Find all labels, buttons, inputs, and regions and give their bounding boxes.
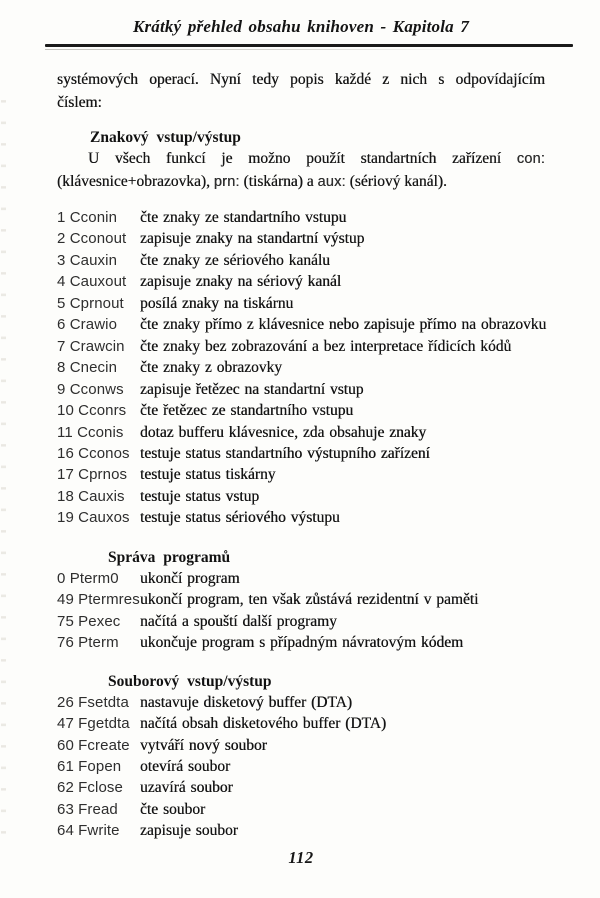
function-id <box>57 735 140 756</box>
function-id <box>57 357 140 378</box>
function-name: Cconin <box>69 209 118 226</box>
function-description: dotaz bufferu klávesnice, zda obsahuje znaky <box>140 423 427 441</box>
function-row <box>57 293 545 314</box>
function-description: otevírá soubor <box>140 757 231 775</box>
function-description: načítá a spouští další programy <box>140 612 337 630</box>
function-name: Crawio <box>69 316 118 334</box>
header-rule-thick-line <box>45 44 573 47</box>
function-description: čte znaky ze standartního vstupu <box>140 209 347 226</box>
function-row <box>57 589 545 610</box>
function-name: Cconws <box>69 380 124 398</box>
function-name: Cauxout <box>69 273 127 291</box>
function-number: 63 <box>57 800 74 818</box>
function-name: Fcreate <box>78 736 130 754</box>
intro-text: (klávesnice+obrazovka), <box>57 172 210 190</box>
function-description: uzavírá soubor <box>140 779 233 797</box>
function-row <box>57 314 545 335</box>
section-heading-program-management: Správa programů <box>108 548 231 566</box>
function-id <box>57 486 140 507</box>
function-id <box>57 713 140 734</box>
function-number: 16 <box>57 444 74 462</box>
function-name: Cconis <box>77 423 124 441</box>
function-number: 60 <box>57 736 74 754</box>
function-name: Fclose <box>78 779 123 797</box>
function-row <box>57 692 545 713</box>
device-name-prn: prn: <box>213 173 240 190</box>
lead-paragraph <box>57 69 545 114</box>
function-name: Pterm <box>78 634 119 652</box>
function-id <box>57 568 140 589</box>
function-row <box>57 443 545 464</box>
function-id <box>57 293 140 314</box>
function-row <box>57 568 545 589</box>
intro-text: (sériový kanál). <box>349 172 447 190</box>
function-number: 4 <box>57 273 66 291</box>
function-description: vytváří nový soubor <box>140 736 267 754</box>
function-number: 76 <box>57 634 74 652</box>
function-name: Cconout <box>69 230 127 248</box>
function-list-file-io <box>57 692 545 842</box>
section-intro-character-io <box>57 148 545 193</box>
function-list-program-management <box>57 568 545 654</box>
function-row <box>57 250 545 271</box>
intro-text: U všech funkcí je možno použít standartních zařízení <box>88 150 502 167</box>
function-row <box>57 464 545 485</box>
intro-text: (tiskárna) a <box>243 172 314 190</box>
function-row <box>57 632 545 653</box>
function-description: čte znaky přímo z klávesnice nebo zapisuje přímo na obrazovku <box>140 316 547 334</box>
function-id <box>57 692 140 713</box>
function-description: testuje status sériového výstupu <box>140 509 340 527</box>
function-id <box>57 507 140 528</box>
function-id <box>57 228 140 249</box>
function-id <box>57 756 140 777</box>
function-id <box>57 422 140 443</box>
function-id <box>57 271 140 292</box>
section-file-io <box>57 671 545 842</box>
function-description: zapisuje znaky na sériový kanál <box>140 273 342 291</box>
function-row <box>57 486 545 507</box>
section-intro-line1 <box>57 148 545 171</box>
function-number: 61 <box>57 757 74 775</box>
function-description: ukončuje program s případným návratovým kódem <box>140 634 464 652</box>
function-name: Cconrs <box>78 402 127 420</box>
function-number: 17 <box>57 466 74 484</box>
function-number: 7 <box>57 337 66 355</box>
function-number: 64 <box>57 822 74 840</box>
function-id <box>57 777 140 798</box>
function-id <box>57 611 140 632</box>
device-name-aux: aux: <box>317 173 346 190</box>
function-description: testuje status tiskárny <box>140 466 276 484</box>
function-name: Fwrite <box>78 822 120 840</box>
function-name: Cconos <box>78 444 130 462</box>
function-row <box>57 271 545 292</box>
function-list-character-io <box>57 207 545 529</box>
function-id <box>57 207 140 228</box>
function-row <box>57 379 545 400</box>
function-name: Cauxos <box>78 509 130 527</box>
function-row <box>57 400 545 421</box>
function-row <box>57 799 545 820</box>
function-number: 47 <box>57 715 74 733</box>
device-name-con: con: <box>516 151 546 167</box>
function-number: 18 <box>57 487 74 505</box>
function-number: 62 <box>57 779 74 797</box>
function-number: 2 <box>57 230 66 248</box>
function-description: testuje status vstup <box>140 487 260 505</box>
function-row <box>57 820 545 841</box>
function-number: 10 <box>57 402 74 420</box>
function-id <box>57 250 140 271</box>
function-description: čte soubor <box>140 800 206 818</box>
function-description: čte znaky bez zobrazování a bez interpretace řídicích kódů <box>140 337 512 355</box>
function-row <box>57 756 545 777</box>
function-row <box>57 611 545 632</box>
function-number: 49 <box>57 591 74 609</box>
function-description: posílá znaky na tiskárnu <box>140 294 294 312</box>
function-number: 8 <box>57 359 66 377</box>
section-heading-file-io: Souborový vstup/výstup <box>108 672 272 690</box>
function-description: načítá obsah disketového buffer (DTA) <box>140 715 387 733</box>
function-name: Pterm0 <box>69 569 119 587</box>
function-id <box>57 314 140 335</box>
function-row <box>57 357 545 378</box>
function-row <box>57 422 545 443</box>
function-name: Fread <box>78 800 118 818</box>
function-name: Fgetdta <box>78 715 130 733</box>
function-number: 3 <box>57 251 66 269</box>
function-row <box>57 777 545 798</box>
function-id <box>57 443 140 464</box>
function-name: Crawcin <box>69 337 125 355</box>
page-number: 112 <box>288 847 314 867</box>
function-number: 19 <box>57 509 74 527</box>
function-row <box>57 336 545 357</box>
section-character-io <box>57 127 545 529</box>
function-number: 0 <box>57 569 66 587</box>
function-number: 26 <box>57 693 74 711</box>
function-description: zapisuje řetězec na standartní vstup <box>140 380 364 398</box>
section-heading-character-io: Znakový vstup/výstup <box>90 129 241 146</box>
function-number: 11 <box>57 423 73 441</box>
section-program-management <box>57 547 545 654</box>
function-name: Cnecin <box>69 359 118 377</box>
function-name: Cprnos <box>78 466 128 484</box>
header-rule-thin-line <box>45 49 573 50</box>
header-rule <box>45 44 573 50</box>
function-id <box>57 799 140 820</box>
function-id <box>57 464 140 485</box>
function-description: zapisuje znaky na standartní výstup <box>140 230 365 248</box>
function-name: Fsetdta <box>78 693 129 711</box>
function-number: 75 <box>57 612 74 630</box>
function-description: testuje status standartního výstupního zařízení <box>140 444 430 462</box>
function-id <box>57 379 140 400</box>
function-description: nastavuje disketový buffer (DTA) <box>140 693 352 711</box>
function-id <box>57 589 140 610</box>
function-description: čte řetězec ze standartního vstupu <box>140 402 354 420</box>
running-header-title: Krátký přehled obsahu knihoven - Kapitola 7 <box>132 17 470 36</box>
function-row <box>57 207 545 228</box>
function-name: Cprnout <box>69 294 124 312</box>
function-number: 9 <box>57 380 66 398</box>
function-id <box>57 336 140 357</box>
function-name: Cauxin <box>69 251 118 269</box>
function-number: 5 <box>57 294 66 312</box>
function-id <box>57 400 140 421</box>
function-id <box>57 820 140 841</box>
function-description: ukončí program, ten však zůstává rezidentní v paměti <box>140 591 479 609</box>
function-name: Ptermres <box>78 591 140 609</box>
function-description: čte znaky ze sériového kanálu <box>140 251 330 269</box>
lead-paragraph-line2: číslem: <box>57 93 102 111</box>
function-number: 6 <box>57 316 66 334</box>
function-row <box>57 713 545 734</box>
function-description: zapisuje soubor <box>140 822 238 840</box>
function-name: Cauxis <box>78 487 125 505</box>
function-row <box>57 507 545 528</box>
function-row <box>57 228 545 249</box>
function-id <box>57 632 140 653</box>
function-description: ukončí program <box>140 569 240 587</box>
lead-paragraph-line1: systémových operací. Nyní tedy popis každé z nich s odpovídajícím <box>57 71 545 88</box>
function-name: Pexec <box>78 612 121 630</box>
function-number: 1 <box>57 209 66 226</box>
section-intro-line2 <box>57 171 545 194</box>
function-description: čte znaky z obrazovky <box>140 359 283 377</box>
function-row <box>57 735 545 756</box>
function-name: Fopen <box>78 757 122 775</box>
